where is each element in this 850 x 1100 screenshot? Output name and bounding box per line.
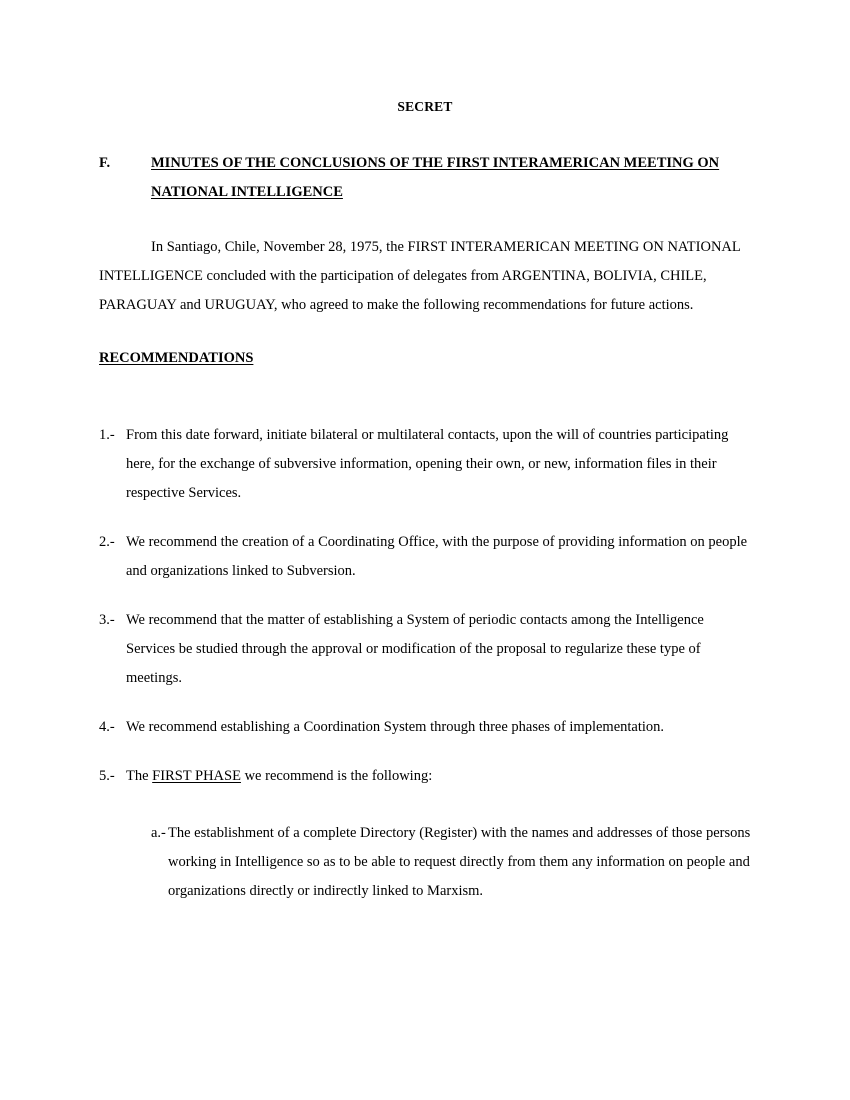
recommendation-text-before: The — [126, 768, 153, 785]
recommendations-heading-wrap — [99, 344, 751, 397]
recommendation-item — [99, 762, 751, 791]
first-phase-emphasis: FIRST PHASE — [152, 768, 241, 785]
recommendation-marker: 5.- — [99, 768, 115, 785]
recommendation-marker: 3.- — [99, 612, 115, 629]
sub-item — [99, 819, 751, 906]
section-title: MINUTES OF THE CONCLUSIONS OF THE FIRST INTERAMERICAN MEETING ON NATIONAL INTELLIGENCE — [151, 155, 720, 201]
recommendation-text: We recommend that the matter of establishing a System of periodic contacts among the Intelligence Services be studied through the approval or modification of the proposal to regularize these type of meetings. — [126, 612, 704, 687]
document-content — [99, 99, 751, 926]
recommendation-text: From this date forward, initiate bilateral or multilateral contacts, upon the will of countries participating here, for the exchange of subversive information, opening their own, or new, information files in their respective Services. — [126, 427, 729, 502]
section-letter: F. — [99, 155, 111, 172]
recommendation-text: We recommend establishing a Coordination System through three phases of implementation. — [126, 719, 665, 736]
recommendation-text: We recommend the creation of a Coordinating Office, with the purpose of providing information on people and organizations linked to Subversion. — [126, 534, 748, 580]
recommendation-text-after: we recommend is the following: — [240, 768, 433, 785]
recommendation-item — [99, 713, 751, 742]
recommendation-marker: 2.- — [99, 534, 115, 551]
section-heading — [99, 149, 751, 207]
recommendations-list — [99, 421, 751, 791]
sub-item-marker: a.- — [151, 825, 166, 842]
classification-banner: SECRET — [397, 99, 453, 114]
recommendation-item — [99, 528, 751, 586]
sub-item-text: The establishment of a complete Directory (Register) with the names and addresses of those persons working in Intelligence so as to be able to request directly from them any information on people and organizations directly or indirectly linked to Marxism. — [168, 825, 751, 900]
intro-paragraph: In Santiago, Chile, November 28, 1975, the FIRST INTERAMERICAN MEETING ON NATIONAL INTELLIGENCE concluded with the participation of delegates from ARGENTINA, BOLIVIA, CHILE, PARAGUAY and URUGUAY, who agreed to make the following recommendations for future actions. — [99, 239, 741, 314]
recommendation-item — [99, 606, 751, 693]
recommendation-marker: 4.- — [99, 719, 115, 736]
sub-items-list — [99, 819, 751, 906]
recommendation-item — [99, 421, 751, 508]
recommendations-heading: RECOMMENDATIONS — [99, 350, 254, 367]
recommendation-marker: 1.- — [99, 427, 115, 444]
